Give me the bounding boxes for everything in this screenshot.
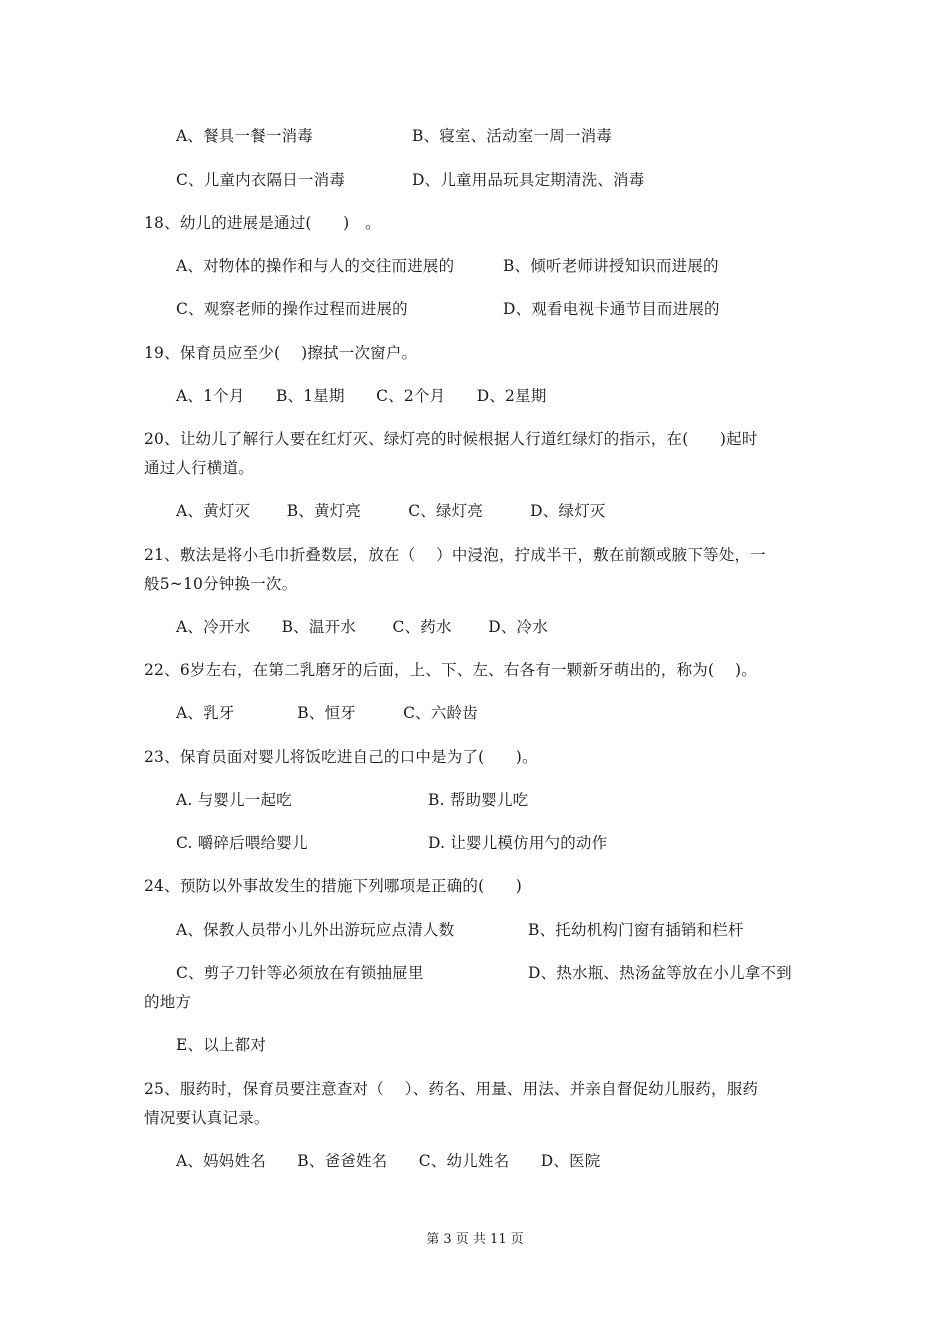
q19-options: A、1个月 B、1星期 C、2个月 D、2星期	[176, 387, 547, 405]
q22-stem: 22、6岁左右，在第二乳磨牙的后面，上、下、左、右各有一颗新牙萌出的，称为( )。	[144, 661, 758, 679]
q24-option-d-continued: 的地方	[144, 993, 192, 1011]
q17-option-b: B、寝室、活动室一周一消毒	[412, 127, 612, 145]
q20-stem-line2: 通过人行横道。	[144, 459, 254, 477]
page-footer: 第 3 页 共 11 页	[426, 1232, 524, 1247]
q19-stem: 19、保育员应至少( )擦拭一次窗户。	[144, 344, 418, 362]
q17-option-a: A、餐具一餐一消毒	[176, 127, 313, 145]
q20-stem-line1: 20、让幼儿了解行人要在红灯灭、绿灯亮的时候根据人行道红绿灯的指示，在( )起时	[144, 430, 758, 448]
q25-stem-line1: 25、服药时，保育员要注意查对（ ）、药名、用量、用法、并亲自督促幼儿服药，服药	[144, 1080, 759, 1098]
q23-option-d: D. 让婴儿模仿用勺的动作	[428, 834, 608, 852]
q18-option-d: D、观看电视卡通节目而进展的	[503, 300, 720, 318]
q24-option-b: B、托幼机构门窗有插销和栏杆	[528, 921, 744, 939]
q20-options: A、黄灯灭 B、黄灯亮 C、绿灯亮 D、绿灯灭	[176, 502, 606, 520]
q18-stem: 18、幼儿的进展是通过( ) 。	[144, 214, 381, 232]
q18-option-b: B、倾听老师讲授知识而进展的	[503, 257, 719, 275]
q23-option-c: C. 嚼碎后喂给婴儿	[176, 834, 308, 852]
q21-options: A、冷开水 B、温开水 C、药水 D、冷水	[176, 618, 548, 636]
q24-option-c: C、剪子刀针等必须放在有锁抽屉里	[176, 964, 424, 982]
q17-option-d: D、儿童用品玩具定期清洗、消毒	[412, 171, 645, 189]
q25-stem-line2: 情况要认真记录。	[144, 1109, 270, 1127]
q18-option-a: A、对物体的操作和与人的交往而进展的	[176, 257, 455, 275]
q24-option-e: E、以上都对	[176, 1036, 267, 1054]
q21-stem-line1: 21、敷法是将小毛巾折叠数层，放在（ ）中浸泡，拧成半干，敷在前额或腋下等处，一	[144, 546, 766, 564]
q24-stem: 24、预防以外事故发生的措施下列哪项是正确的( )	[144, 877, 523, 895]
q24-option-d: D、热水瓶、热汤盆等放在小儿拿不到	[528, 964, 792, 982]
q25-options: A、妈妈姓名 B、爸爸姓名 C、幼儿姓名 D、医院	[176, 1152, 601, 1170]
q24-option-a: A、保教人员带小儿外出游玩应点清人数	[176, 921, 455, 939]
q22-options: A、乳牙 B、恒牙 C、六龄齿	[176, 704, 478, 722]
q21-stem-line2: 般5~10分钟换一次。	[144, 575, 298, 593]
q23-option-a: A. 与婴儿一起吃	[176, 791, 292, 809]
q17-option-c: C、儿童内衣隔日一消毒	[176, 171, 346, 189]
q23-option-b: B. 帮助婴儿吃	[428, 791, 529, 809]
q23-stem: 23、保育员面对婴儿将饭吃进自己的口中是为了( )。	[144, 748, 538, 766]
q18-option-c: C、观察老师的操作过程而进展的	[176, 300, 408, 318]
